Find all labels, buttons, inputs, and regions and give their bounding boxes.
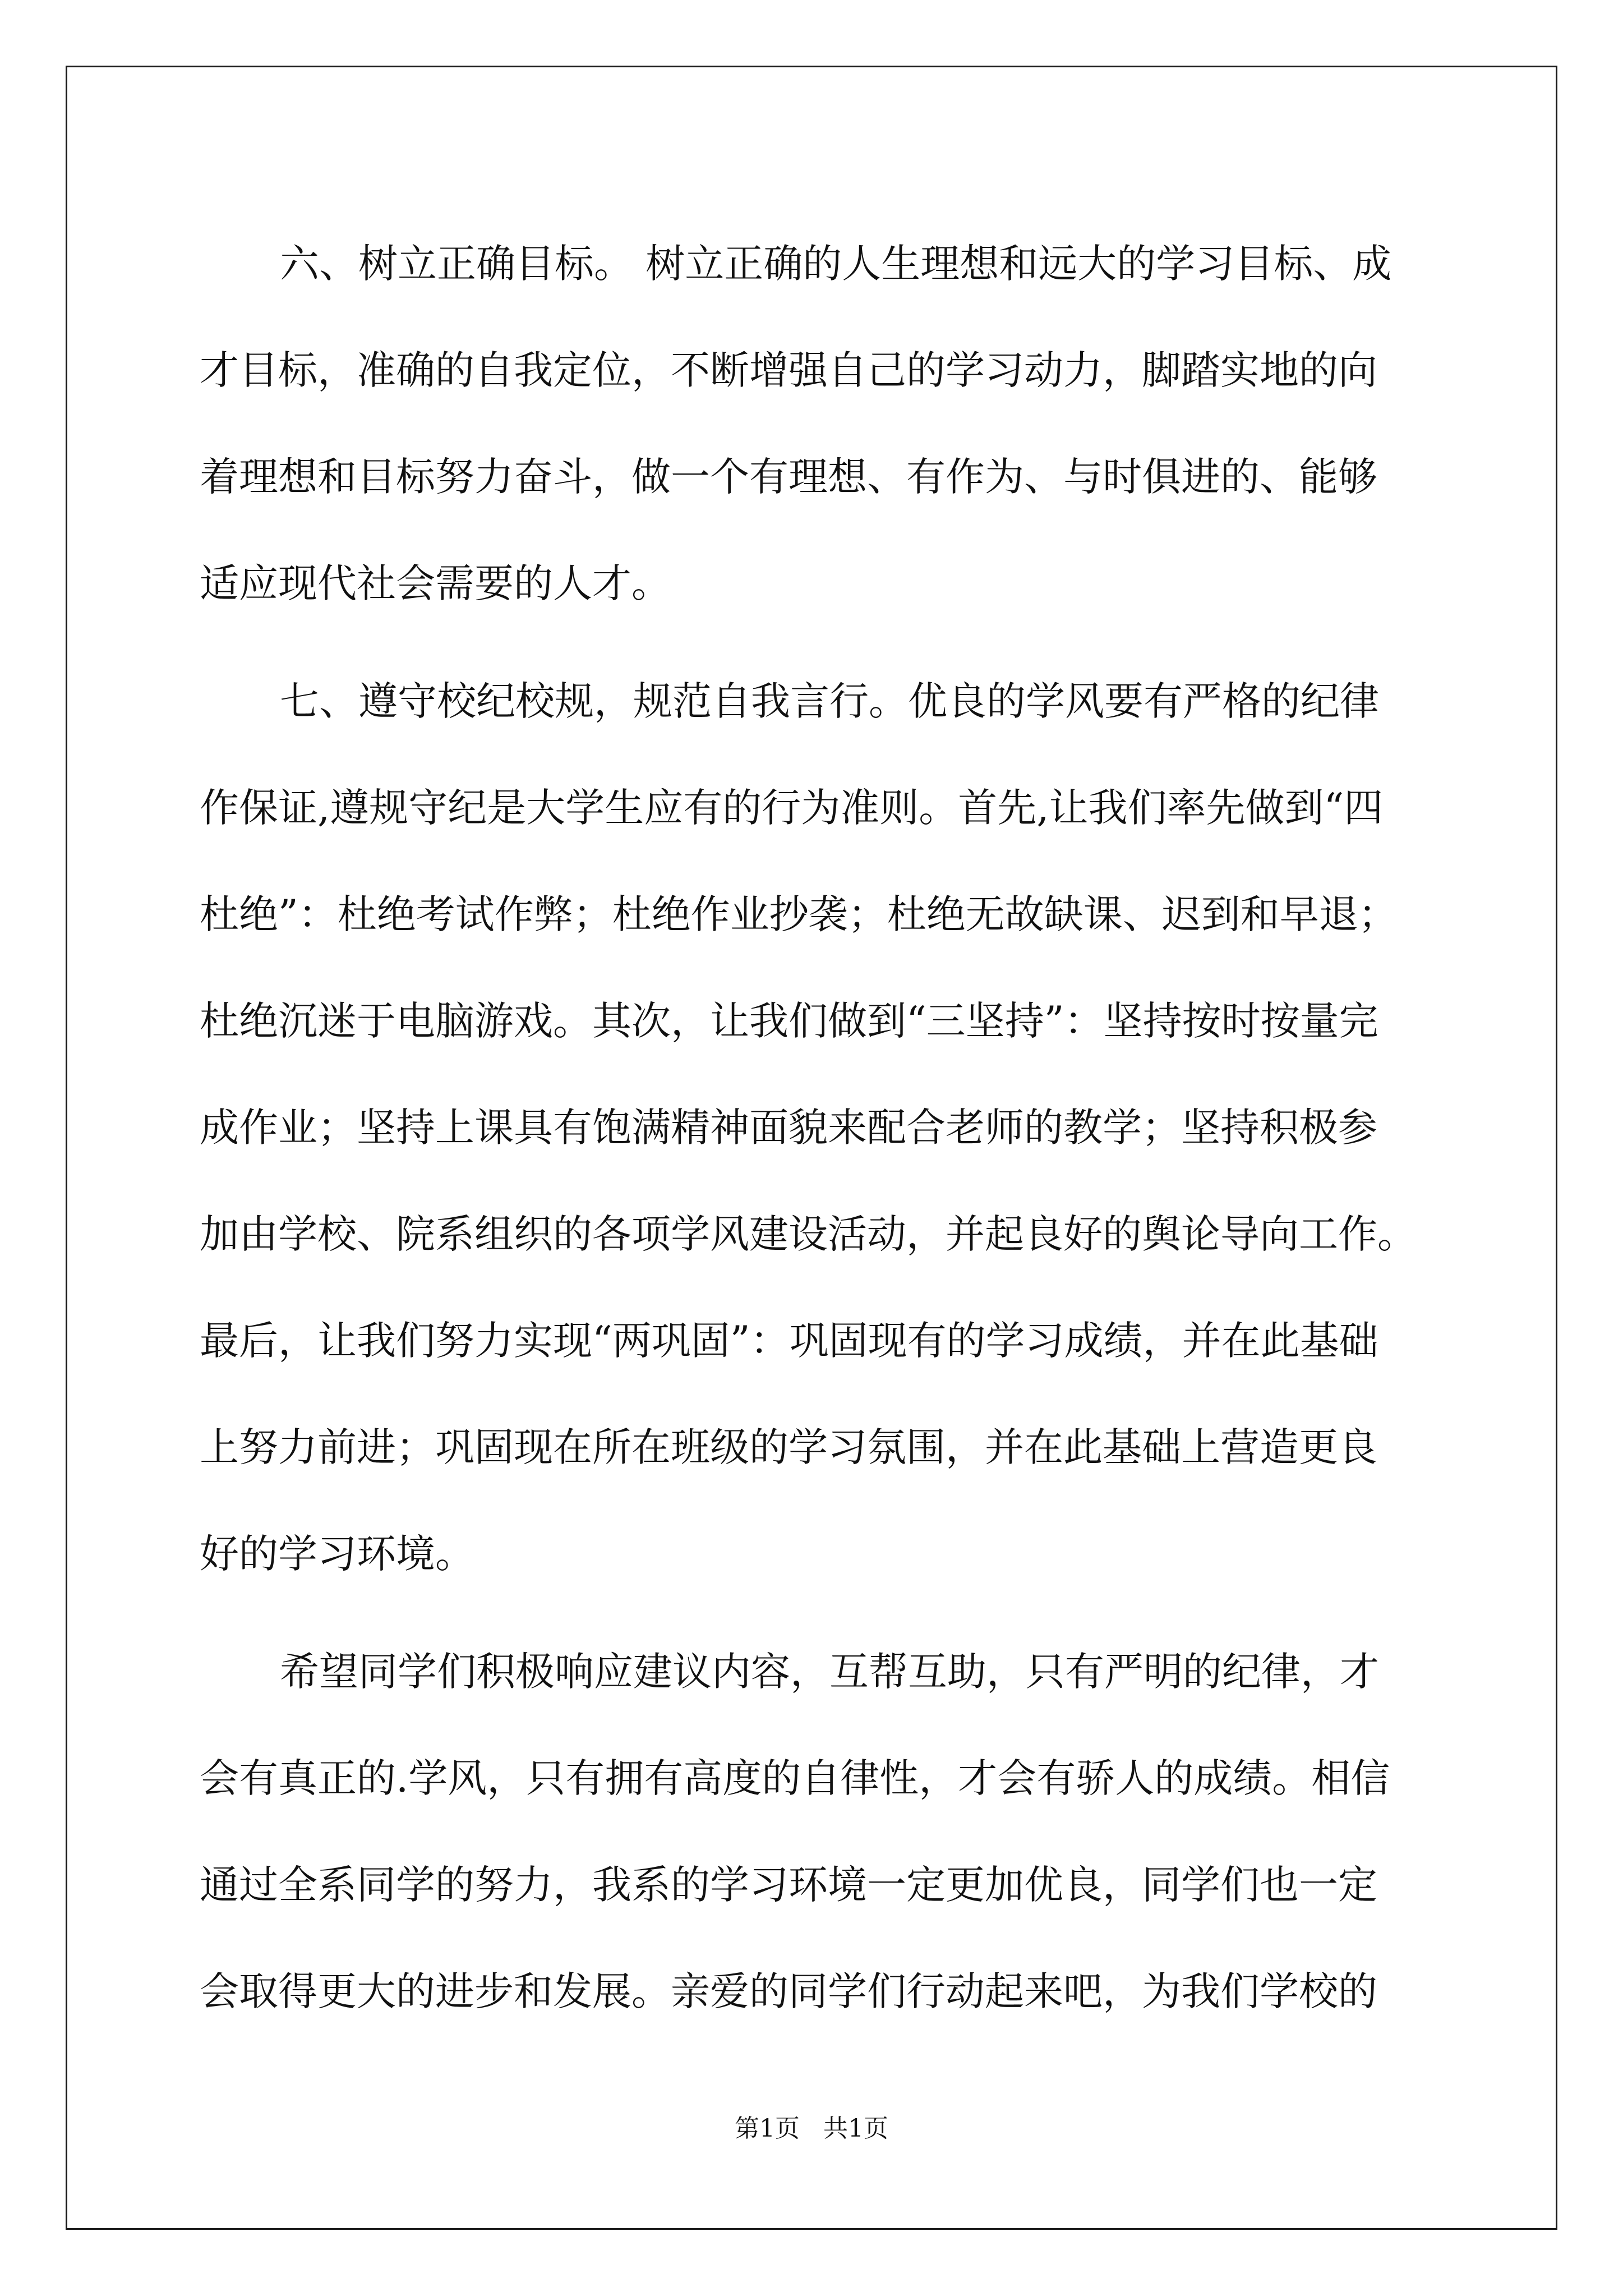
page-footer [0,2108,1623,2144]
paragraph-line: 六、树立正确目标。 树立正确的人生理想和远大的学习目标、成 [280,241,1392,287]
paragraph-line: 会有真正的.学风，只有拥有高度的自律性，才会有骄人的成绩。相信 [200,1755,1390,1801]
paragraph-closing [200,1618,1422,2045]
paragraph-line: 作保证,遵规守纪是大学生应有的行为准则。首先,让我们率先做到“四 [200,785,1384,831]
document-body [200,210,1422,2045]
paragraph-line: 杜绝”：杜绝考试作弊；杜绝作业抄袭；杜绝无故缺课、迟到和早退； [200,891,1398,937]
paragraph-line: 会取得更大的进步和发展。亲爱的同学们行动起来吧，为我们学校的 [200,1968,1377,2014]
paragraph-line: 通过全系同学的努力，我系的学习环境一定更加优良，同学们也一定 [200,1862,1377,1908]
paragraph-line: 着理想和目标努力奋斗，做一个有理想、有作为、与时俱进的、能够 [200,454,1377,500]
paragraph-line: 适应现代社会需要的人才。 [200,560,671,606]
page-number-label: 第1页 共1页 [735,2114,888,2143]
paragraph-line: 好的学习环境。 [200,1531,474,1577]
paragraph-line: 最后，让我们努力实现“两巩固”：巩固现有的学习成绩，并在此基础 [200,1318,1378,1364]
paragraph-line: 上努力前进；巩固现在所在班级的学习氛围，并在此基础上营造更良 [200,1424,1377,1470]
paragraph-line: 才目标，准确的自我定位，不断增强自己的学习动力，脚踏实地的向 [200,347,1377,393]
paragraph-line: 希望同学们积极响应建议内容，互帮互助，只有严明的纪律，才 [280,1649,1379,1695]
paragraph-line: 七、遵守校纪校规，规范自我言行。优良的学风要有严格的纪律 [280,678,1379,724]
paragraph-line: 加由学校、院系组织的各项学风建设活动，并起良好的舆论导向工作。 [200,1211,1417,1257]
paragraph-line: 成作业；坚持上课具有饱满精神面貌来配合老师的教学；坚持积极参 [200,1105,1377,1151]
paragraph-goals [200,210,1422,637]
paragraph-line: 杜绝沉迷于电脑游戏。其次，让我们做到“三坚持”：坚持按时按量完 [200,998,1378,1044]
paragraph-discipline [200,648,1422,1607]
